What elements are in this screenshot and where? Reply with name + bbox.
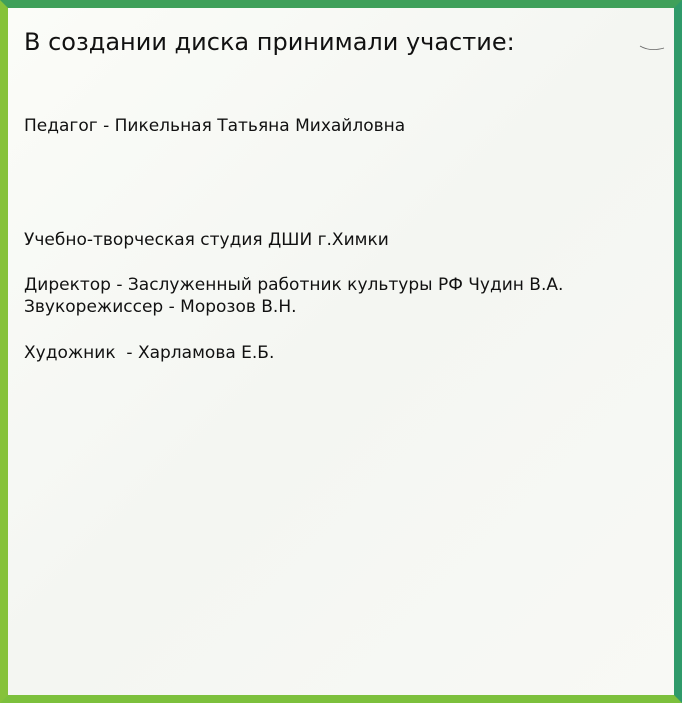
director-line: Директор - Заслуженный работник культуры РФ Чудин В.А. (24, 275, 564, 295)
artist-line: Художник - Харламова Е.Б. (24, 343, 275, 363)
page-title: В создании диска принимали участие: (24, 28, 515, 56)
studio-line: Учебно-творческая студия ДШИ г.Химки (24, 230, 389, 250)
sound-engineer-line: Звукорежиссер - Морозов В.Н. (24, 297, 297, 317)
teacher-line: Педагог - Пикельная Татьяна Михайловна (24, 116, 406, 136)
pen-mark-icon (638, 38, 668, 58)
